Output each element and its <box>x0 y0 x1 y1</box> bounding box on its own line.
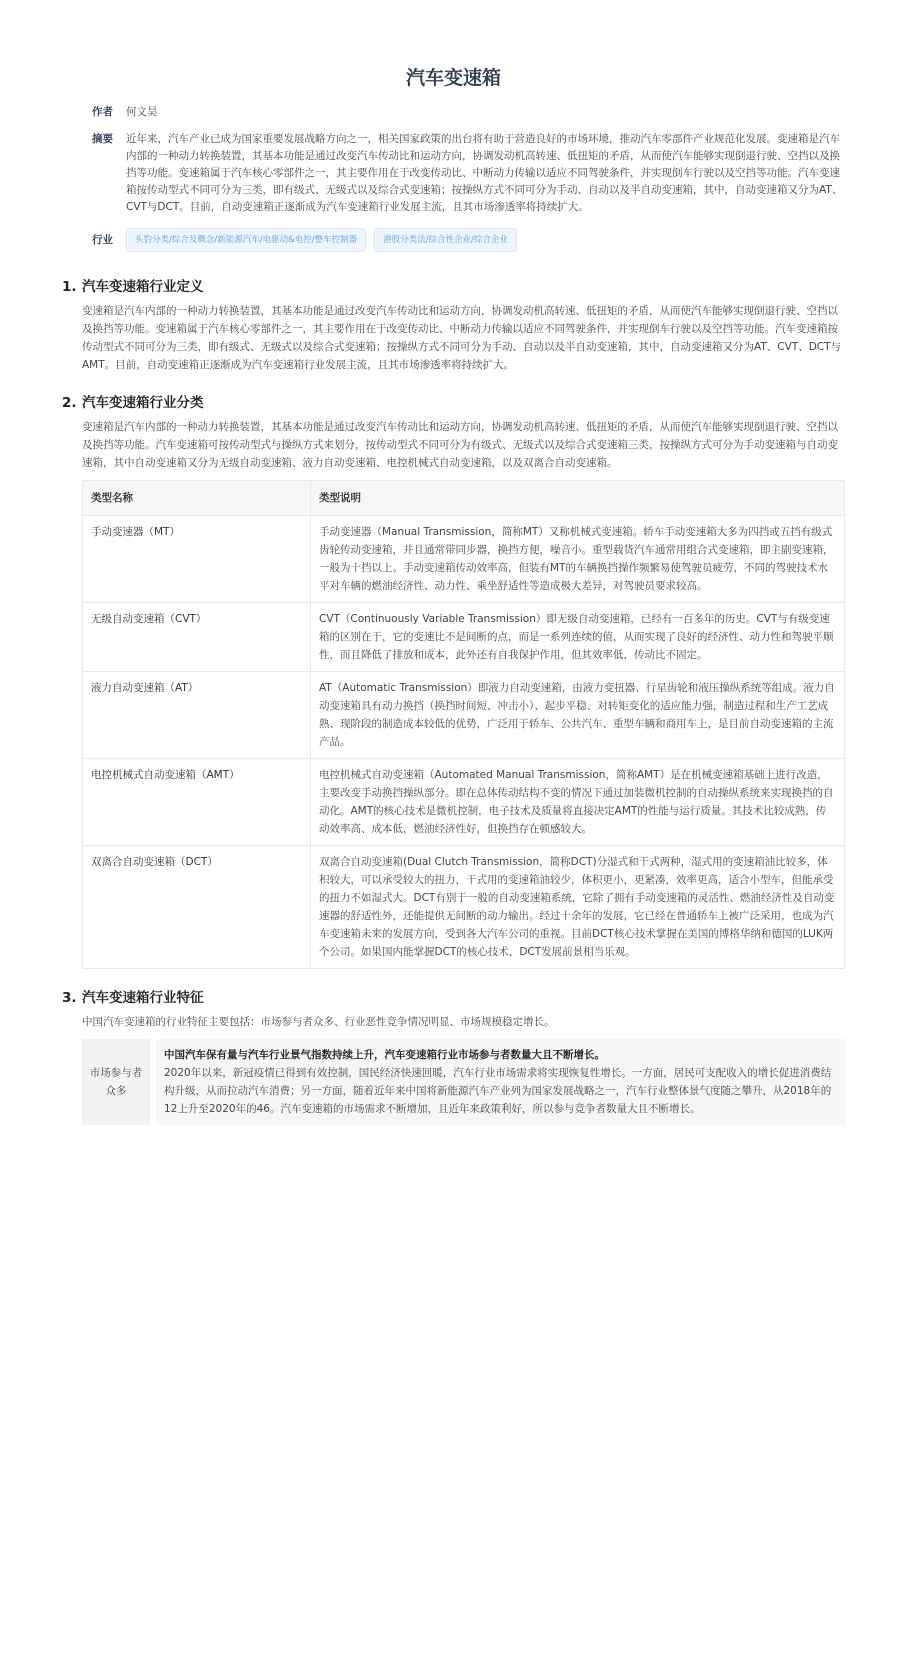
column-header-type-desc: 类型说明 <box>311 481 845 516</box>
report-meta <box>92 104 845 252</box>
section-paragraph: 变速箱是汽车内部的一种动力转换装置，其基本功能是通过改变汽车传动比和运动方向，协调发动机高转速、低扭矩的矛盾，从而使汽车能够实现倒退行驶、空挡以及换挡等功能。变速箱属于汽车核心零部件之一，其主要作用在于改变传动比、中断动力传输以适应不同驾驶条件，并实现倒车行驶以及空挡等功能。汽车变速箱按传动型式不同可分为三类，即有级式、无级式以及综合式变速箱；按操纵方式不同可分为手动、自动以及半自动变速箱，其中，自动变速箱又分为AT、CVT、DCT与AMT。目前，自动变速箱正逐渐成为汽车变速箱行业发展主流，且其市场渗透率将持续扩大。 <box>82 305 842 371</box>
section-definition <box>62 278 845 374</box>
table-row <box>83 759 845 846</box>
abstract-row <box>92 131 845 216</box>
industry-tag[interactable]: 头豹分类/综合及概念/新能源汽车/电驱动&电控/整车控制器 <box>126 228 366 252</box>
industry-row <box>92 228 845 252</box>
table-row <box>83 603 845 672</box>
type-name-cell: 手动变速器（MT） <box>83 516 311 603</box>
type-desc-cell: 双离合自动变速箱(Dual Clutch Transmission，简称DCT)分湿式和干式两种，湿式用的变速箱油比较多，体积较大，可以承受较大的扭力，干式用的变速箱油较少，体积更小，更紧凑，效率更高，适合小型车，但能承受的扭力不如湿式大。DCT有别于一般的自动变速箱系统，它除了拥有手动变速箱的灵活性、燃油经济性及自动变速器的舒适性外，还能提供无间断的动力输出。经过十余年的发展，它已经在普通轿车上被广泛采用，也成为汽车变速箱未来的发展方向，受到各大汽车公司的重视。目前DCT核心技术掌握在美国的博格华纳和德国的LUK两个公司。如果国内能掌握DCT的核心技术，DCT发展前景相当乐观。 <box>311 846 845 969</box>
section-body <box>82 302 845 374</box>
author-row <box>92 104 845 121</box>
page-title: 汽车变速箱 <box>405 67 501 89</box>
table-header-row <box>83 481 845 516</box>
author-label: 作者 <box>92 106 113 118</box>
section-body <box>82 418 845 969</box>
table-row <box>83 846 845 969</box>
section-number: 2. <box>62 395 77 411</box>
type-name-cell: 液力自动变速箱（AT） <box>83 672 311 759</box>
section-characteristics <box>62 989 845 1125</box>
section-paragraph: 中国汽车变速箱的行业特征主要包括：市场参与者众多、行业恶性竞争情况明显、市场规模稳定增长。 <box>82 1016 555 1028</box>
column-header-type-name: 类型名称 <box>83 481 311 516</box>
section-body <box>82 1013 845 1125</box>
section-heading <box>62 278 845 296</box>
feature-heading: 中国汽车保有量与汽车行业景气指数持续上升，汽车变速箱行业市场参与者数量大且不断增长。 <box>164 1049 605 1061</box>
section-classification <box>62 394 845 969</box>
section-paragraph: 变速箱是汽车内部的一种动力转换装置，其基本功能是通过改变汽车传动比和运动方向，协调发动机高转速、低扭矩的矛盾，从而使汽车能够实现倒退行驶、空挡以及换挡等功能。汽车变速箱可按传动型式与操纵方式来划分，按传动型式不同可分为有级式、无级式以及综合式变速箱三类，按操纵方式可分为手动变速箱与自动变速箱，其中自动变速箱又分为无级自动变速箱、液力自动变速箱、电控机械式自动变速箱，以及双离合自动变速箱。 <box>82 421 838 469</box>
section-title: 汽车变速箱行业特征 <box>82 990 204 1006</box>
feature-text: 2020年以来，新冠疫情已得到有效控制，国民经济快速回暖，汽车行业市场需求将实现恢复性增长。一方面，居民可支配收入的增长促进消费结构升级，从而拉动汽车消费；另一方面，随着近年来中国将新能源汽车产业列为国家发展战略之一，汽车行业整体景气度随之攀升，从2018年的12上升至2020年的46。汽车变速箱的市场需求不断增加，且近年来政策利好，所以参与竞争者数量大且不断增长。 <box>164 1067 832 1115</box>
type-name-cell: 电控机械式自动变速箱（AMT） <box>83 759 311 846</box>
type-name-cell: 无级自动变速箱（CVT） <box>83 603 311 672</box>
feature-label: 市场参与者众多 <box>82 1039 150 1125</box>
table-row <box>83 672 845 759</box>
type-desc-cell: 手动变速器（Manual Transmission，简称MT）又称机械式变速箱。轿车手动变速箱大多为四挡或五挡有级式齿轮传动变速箱，并且通常带同步器，换挡方便，噪音小。重型载货汽车通常用组合式变速箱，即主副变速箱，一般为十挡以上。手动变速箱传动效率高，但装有MT的车辆换挡操作频繁易使驾驶员疲劳，不同的驾驶技术水平对车辆的燃油经济性、动力性、乘坐舒适性等造成极大差异，对驾驶员要求较高。 <box>311 516 845 603</box>
section-heading <box>62 394 845 412</box>
industry-tag[interactable]: 港股分类法/综合性企业/综合企业 <box>374 228 517 252</box>
abstract-label: 摘要 <box>92 133 113 145</box>
section-number: 1. <box>62 279 77 295</box>
classification-table <box>82 480 845 969</box>
abstract-text: 近年来，汽车产业已成为国家重要发展战略方向之一，相关国家政策的出台将有助于营造良好的市场环境，推动汽车零部件产业规范化发展。变速箱是汽车内部的一种动力转换装置，其基本功能是通过改变汽车传动比和运动方向，协调发动机高转速、低扭矩的矛盾，从而使汽车能够实现倒退行驶、空挡以及换挡等功能。变速箱属于汽车核心零部件之一，其主要作用在于改变传动比、中断动力传输以适应不同驾驶条件，并实现倒车行驶以及空挡等功能。汽车变速箱按传动型式不同可分为三类，即有级式、无级式以及综合式变速箱；按操纵方式不同可分为手动、自动以及半自动变速箱，其中，自动变速箱又分为AT、CVT与DCT。目前，自动变速箱正逐渐成为汽车变速箱行业发展主流，且其市场渗透率将持续扩大。 <box>126 133 843 213</box>
industry-label: 行业 <box>92 233 113 246</box>
type-desc-cell: 电控机械式自动变速箱（Automated Manual Transmission，简称AMT）是在机械变速箱基础上进行改造，主要改变手动换挡操纵部分。即在总体传动结构不变的情况下通过加装微机控制的自动操纵系统来实现换挡的自动化。AMT的核心技术是微机控制，电子技术及质量将直接决定AMT的性能与运行质量。其技术比较成熟，传动效率高、成本低，燃油经济性好，但换挡存在顿感较大。 <box>311 759 845 846</box>
feature-card <box>82 1039 845 1125</box>
author-name: 何文昊 <box>126 106 158 118</box>
type-desc-cell: AT（Automatic Transmission）即液力自动变速箱，由液力变扭器、行星齿轮和液压操纵系统等组成。液力自动变速箱具有动力换挡（换挡时间短、冲击小）、起步平稳、对转矩变化的适应能力强，制造过程和生产工艺成熟、现阶段的制造成本较低的优势，广泛用于轿车、公共汽车、重型车辆和商用车上，是目前自动变速箱的主流产品。 <box>311 672 845 759</box>
section-heading <box>62 989 845 1007</box>
industry-tags <box>126 228 517 252</box>
type-name-cell: 双离合自动变速箱（DCT） <box>83 846 311 969</box>
table-row <box>83 516 845 603</box>
feature-content <box>156 1039 845 1125</box>
type-desc-cell: CVT（Continuously Variable Transmission）即无级自动变速箱，已经有一百多年的历史。CVT与有级变速箱的区别在于，它的变速比不是间断的点，而是一系列连续的值，从而实现了良好的经济性、动力性和驾驶平顺性，而且降低了排放和成本，此外还有自我保护作用，但其效率低，传动比不固定。 <box>311 603 845 672</box>
section-number: 3. <box>62 990 77 1006</box>
section-title: 汽车变速箱行业分类 <box>82 395 204 411</box>
section-title: 汽车变速箱行业定义 <box>82 279 204 295</box>
